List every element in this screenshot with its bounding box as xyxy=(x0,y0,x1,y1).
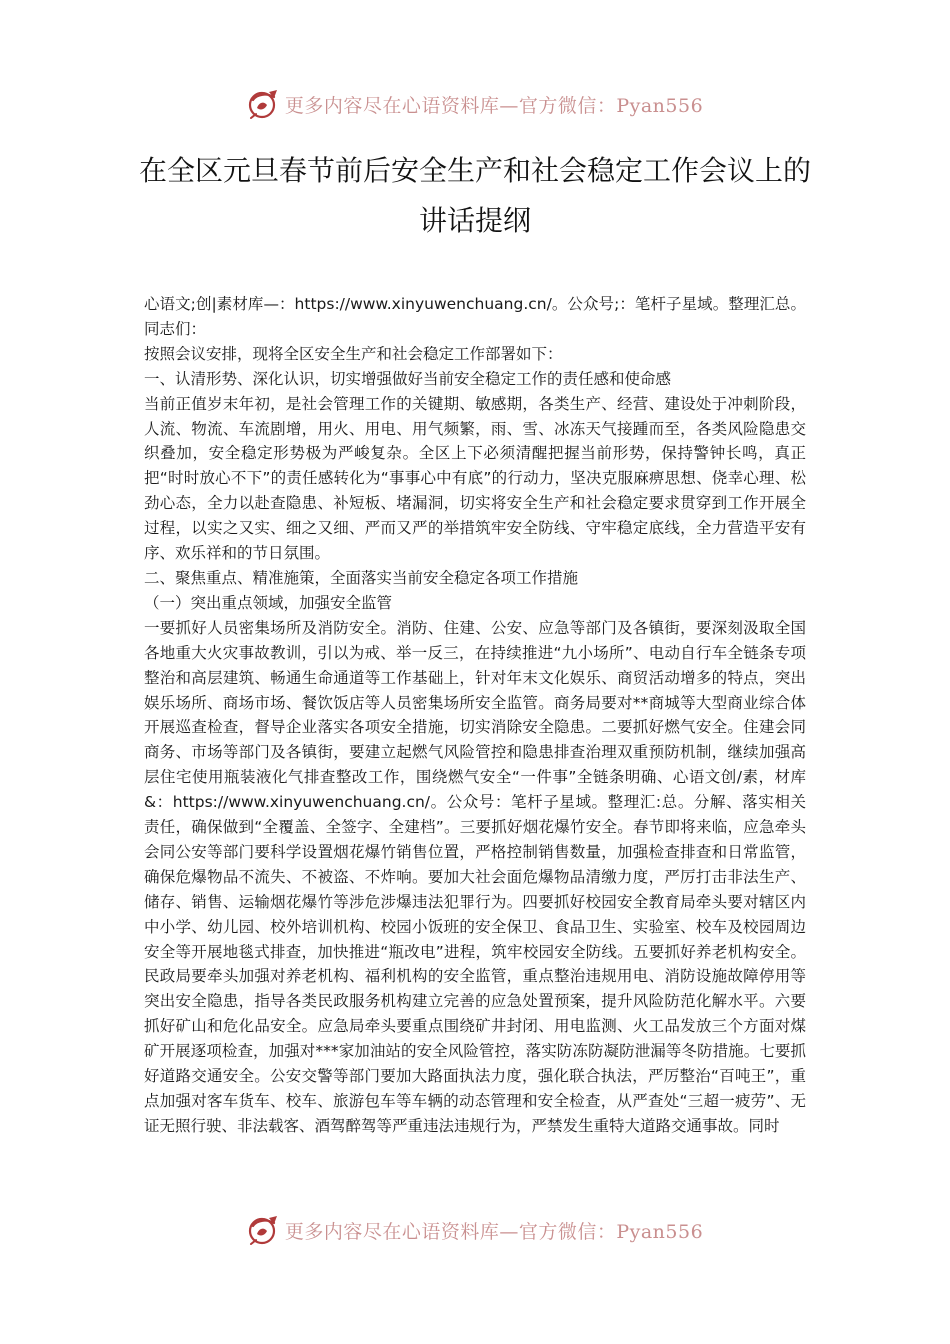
paragraph-measures: 一要抓好人员密集场所及消防安全。消防、住建、公安、应急等部门及各镇街，要深刻汲取全国各地重大火灾事故教训，引以为戒、举一反三，在持续推进“九小场所”、电动自行车全链条专项整治和高层建筑、畅通生命通道等工作基础上，针对年末文化娱乐、商贸活动增多的特点，突出娱乐场所、商场市场、餐饮饭店等人员密集场所安全监管。商务局要对**商城等大型商业综合体开展巡查检查，督导企业落实各项安全措施，切实消除安全隐患。二要抓好燃气安全。住建会同商务、市场等部门及各镇街，要建立起燃气风险管控和隐患排查治理双重预防机制，继续加强高层住宅使用瓶装液化气排查整改工作，围绕燃气安全“一件事”全链条明确、心语文创/素，材库&：https://www.xinyuwenchuang.cn/。公众号：笔杆子星域。整理汇:总。分解、落实相关责任，确保做到“全覆盖、全签字、全建档”。三要抓好烟花爆竹安全。春节即将来临，应急牵头会同公安等部门要科学设置烟花爆竹销售位置，严格控制销售数量，加强检查排查和日常监管，确保危爆物品不流失、不被盗、不炸响。要加大社会面危爆物品清缴力度，严厉打击非法生产、储存、销售、运输烟花爆竹等涉危涉爆违法犯罪行为。四要抓好校园安全教育局牵头要对辖区内中小学、幼儿园、校外培训机构、校园小饭班的安全保卫、食品卫生、实验室、校车及校园周边安全等开展地毯式排查，加快推进“瓶改电”进程，筑牢校园安全防线。五要抓好养老机构安全。民政局要牵头加强对养老机构、福利机构的安全监管，重点整治违规用电、消防设施故障停用等突出安全隐患，指导各类民政服务机构建立完善的应急处置预案，提升风险防范化解水平。六要抓好矿山和危化品安全。应急局牵头要重点围绕矿井封闭、用电监测、火工品发放三个方面对煤矿开展逐项检查，加强对***家加油站的安全风险管控，落实防冻防凝防泄漏等冬防措施。七要抓好道路交通安全。公安交警等部门要加大路面执法力度，强化联合执法，严厉整治“百吨王”，重点加强对客车货车、校车、旅游包车等车辆的动态管理和安全检查，从严查处“三超一疲劳”、无证无照行驶、非法载客、酒驾醉驾等严重违法违规行为，严禁发生重特大道路交通事故。同时 xyxy=(144,618,806,1135)
document-title: 在全区元旦春节前后安全生产和社会稳定工作会议上的讲话提纲 xyxy=(138,154,811,237)
footer-banner xyxy=(0,1210,950,1250)
banner-text: 更多内容尽在心语资料库—官方微信：Pyan556 xyxy=(284,1220,704,1243)
section-heading-1: 一、认清形势、深化认识，切实增强做好当前安全稳定工作的责任感和使命感 xyxy=(144,369,672,388)
banner-text: 更多内容尽在心语资料库—官方微信：Pyan556 xyxy=(284,94,704,117)
wax-seal-logo-icon xyxy=(247,1214,279,1246)
paragraph-situation: 当前正值岁末年初，是社会管理工作的关键期、敏感期，各类生产、经营、建设处于冲刺阶段，人流、物流、车流剧增，用火、用电、用气频繁，雨、雪、冰冻天气接踵而至，各类风险隐患交织叠加，安全稳定形势极为严峻复杂。全区上下必须清醒把握当前形势，保持警钟长鸣，真正把“时时放心不下”的责任感转化为“事事心中有底”的行动力，坚决克服麻痹思想、侥幸心理、松劲心态，全力以赴查隐患、补短板、堵漏洞，切实将安全生产和社会稳定要求贯穿到工作开展全过程，以实之又实、细之又细、严而又严的举措筑牢安全防线、守牢稳定底线，全力营造平安有序、欢乐祥和的节日氛围。 xyxy=(144,394,806,563)
paragraph-intro: 心语文;创|素材库—：https://www.xinyuwenchuang.cn/。公众号;：笔杆子星域。整理汇总。同志们： xyxy=(144,295,806,338)
paragraph-arrangement: 按照会议安排，现将全区安全生产和社会稳定工作部署如下： xyxy=(144,344,563,363)
header-banner xyxy=(0,84,950,124)
document-body xyxy=(144,292,806,1139)
subsection-heading-1: （一）突出重点领域，加强安全监管 xyxy=(144,593,393,612)
section-heading-2: 二、聚焦重点、精准施策，全面落实当前安全稳定各项工作措施 xyxy=(144,568,579,587)
wax-seal-logo-icon xyxy=(247,88,279,120)
